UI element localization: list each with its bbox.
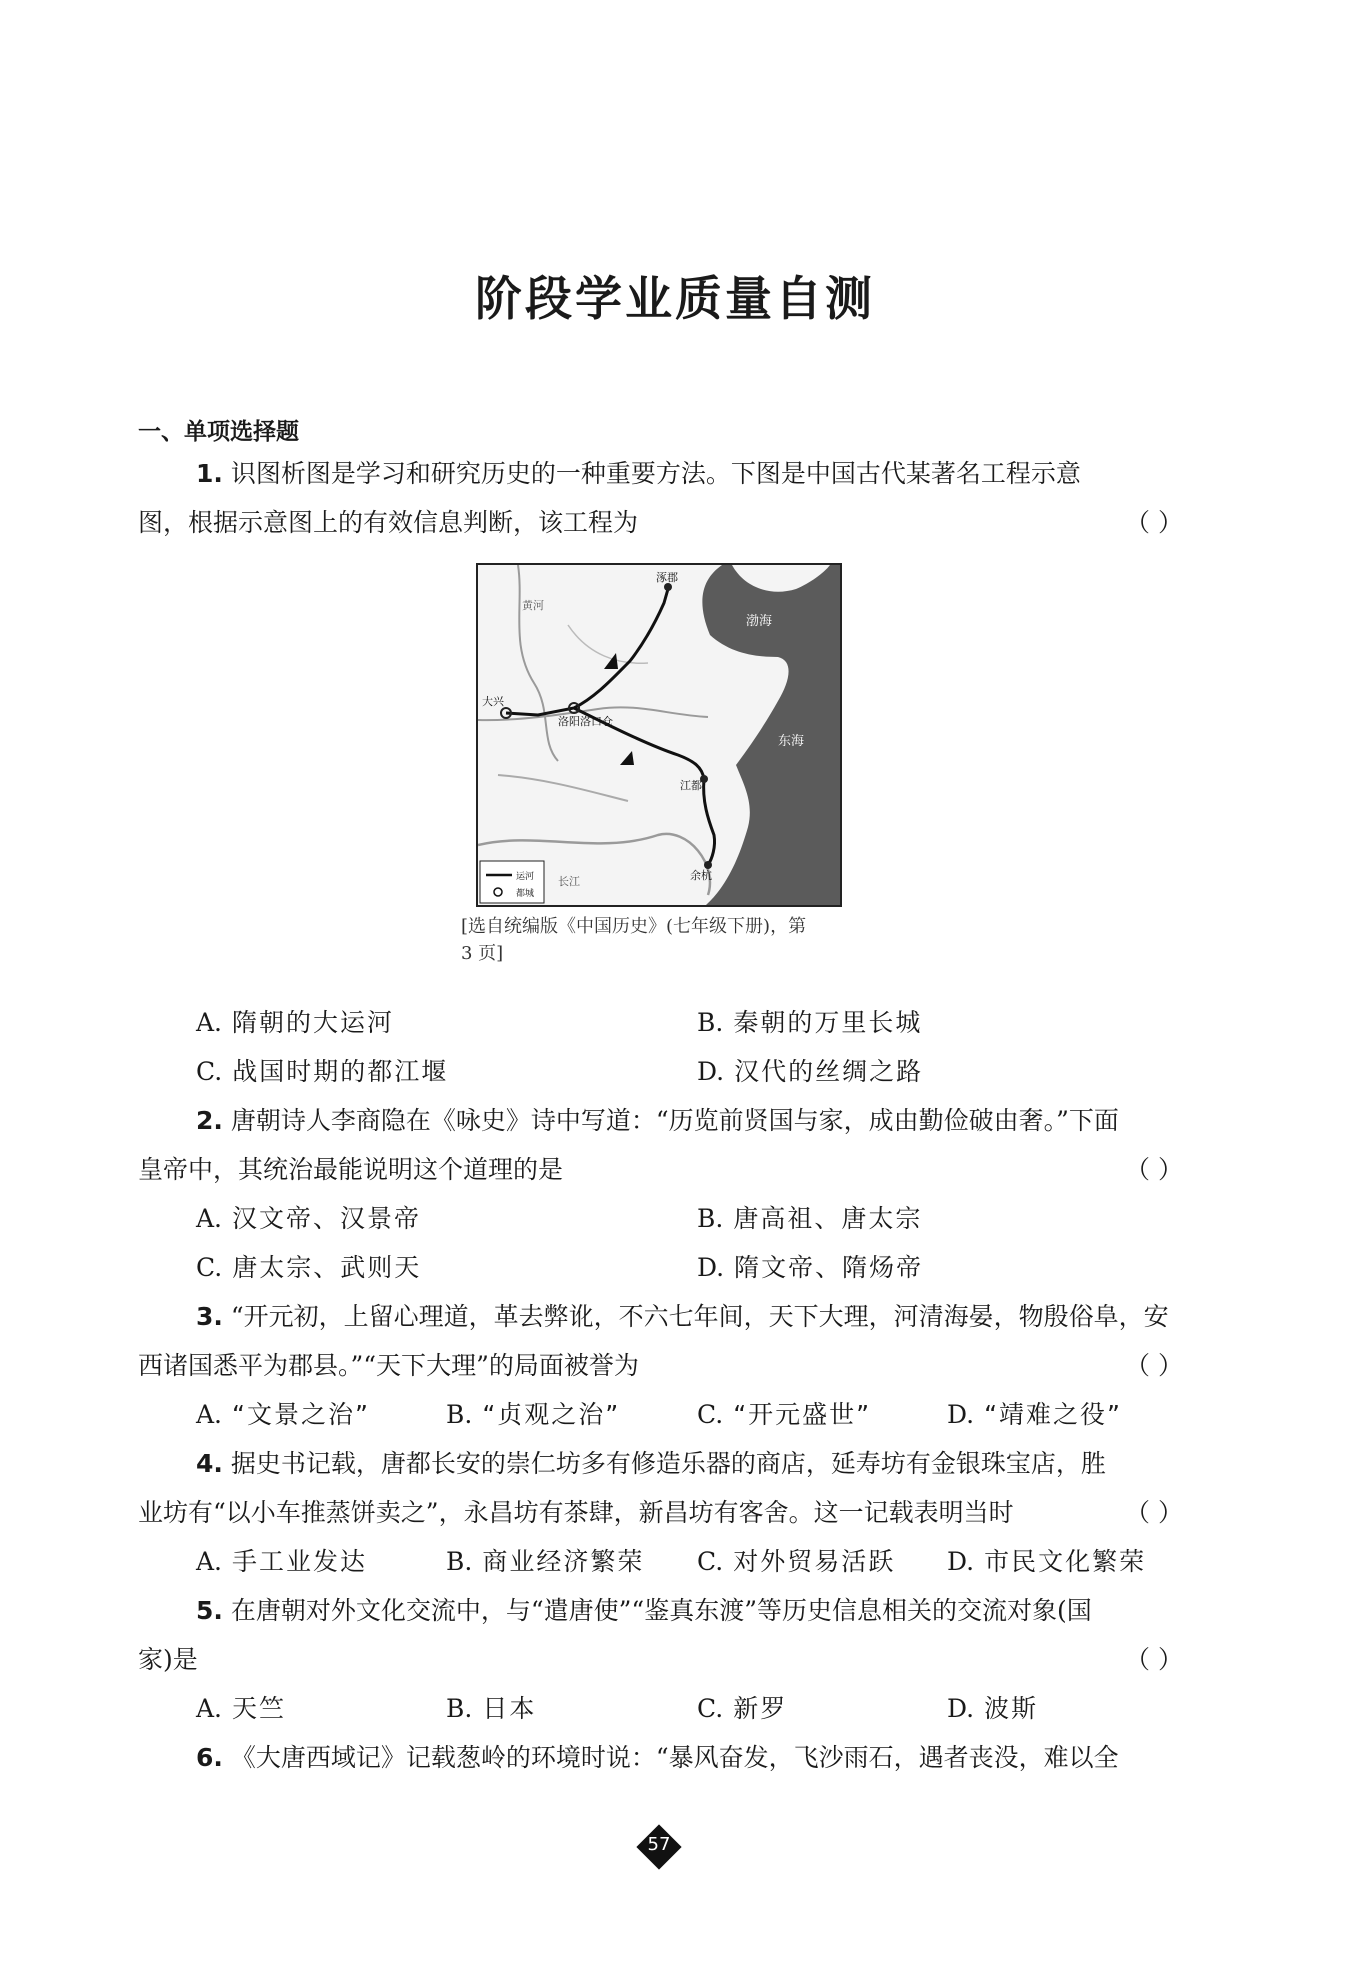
option-c: C. “开元盛世” [697, 1400, 872, 1429]
question-number: 3. [196, 1302, 223, 1331]
option-d: D. “靖难之役” [947, 1400, 1123, 1429]
huai-river [498, 775, 628, 801]
ship-icon [620, 751, 634, 765]
option-a: A. 汉文帝、汉景帝 [196, 1204, 422, 1233]
answer-paren: （ ） [1125, 1351, 1183, 1380]
answer-paren: （ ） [1125, 1498, 1183, 1527]
question-number: 2. [196, 1106, 223, 1135]
option-b: B. 秦朝的万里长城 [697, 1008, 923, 1037]
caption-line-2: 3 页] [461, 943, 504, 964]
option-b: B. 日本 [446, 1694, 537, 1723]
label-luoyang: 洛阳洛口仓 [558, 715, 613, 728]
minor-river [568, 625, 648, 663]
option-a: A. 天竺 [196, 1694, 287, 1723]
answer-paren: （ ） [1125, 508, 1183, 537]
question-5-line-1: 5. 在唐朝对外文化交流中，与“遣唐使”“鉴真东渡”等历史信息相关的交流对象(国 [196, 1596, 1092, 1625]
question-2-line-2: 皇帝中，其统治最能说明这个道理的是 （ ） [138, 1151, 1183, 1189]
label-jiangdu: 江都 [680, 779, 702, 792]
question-number: 6. [196, 1743, 223, 1772]
question-number: 1. [196, 459, 223, 488]
answer-paren: （ ） [1125, 1645, 1183, 1674]
option-c: C. 对外贸易活跃 [697, 1547, 896, 1576]
legend-capital-label: 都城 [516, 889, 535, 899]
caption-line-1: [选自统编版《中国历史》(七年级下册)，第 [461, 916, 807, 937]
label-changjiang: 长江 [558, 875, 580, 888]
label-zhuojun: 涿郡 [656, 571, 678, 584]
page-title: 阶段学业质量自测 [475, 272, 875, 327]
option-c: C. 新罗 [697, 1694, 788, 1723]
option-d: D. 市民文化繁荣 [947, 1547, 1147, 1576]
option-c: C. 唐太宗、武则天 [196, 1253, 422, 1282]
city-marker [664, 583, 672, 591]
option-c: C. 战国时期的都江堰 [196, 1057, 449, 1086]
question-4-line-1: 4. 据史书记载，唐都长安的崇仁坊多有修造乐器的商店，延寿坊有金银珠宝店，胜 [196, 1449, 1106, 1478]
option-b: B. 商业经济繁荣 [446, 1547, 645, 1576]
option-b: B. 唐高祖、唐太宗 [697, 1204, 923, 1233]
map-legend [480, 861, 544, 903]
question-1-line-2: 图，根据示意图上的有效信息判断，该工程为 （ ） [138, 504, 1183, 542]
question-1-line-1: 1. 识图析图是学习和研究历史的一种重要方法。下图是中国古代某著名工程示意 [196, 459, 1081, 488]
question-4-line-2: 业坊有“以小车推蒸饼卖之”，永昌坊有茶肆，新昌坊有客舍。这一记载表明当时 （ ） [138, 1494, 1183, 1532]
city-marker [704, 861, 712, 869]
question-number: 5. [196, 1596, 223, 1625]
jiangnan-canal [704, 779, 715, 865]
question-3-line-2: 西诸国悉平为郡县。”“天下大理”的局面被誉为 （ ） [138, 1347, 1183, 1385]
legend-canal-label: 运河 [516, 872, 535, 882]
label-bohai: 渤海 [746, 614, 773, 629]
label-donghai: 东海 [778, 734, 805, 749]
grand-canal-map [476, 563, 842, 907]
question-number: 4. [196, 1449, 223, 1478]
question-6-line-1: 6. 《大唐西域记》记载葱岭的环境时说：“暴风奋发，飞沙雨石，遇者丧没，难以全 [196, 1743, 1119, 1772]
section-heading: 一、单项选择题 [138, 419, 299, 445]
yellow-river-upper [518, 565, 558, 761]
page-number [636, 1824, 682, 1870]
option-d: D. 汉代的丝绸之路 [697, 1057, 924, 1086]
question-5-line-2: 家)是 （ ） [138, 1641, 1183, 1679]
map-caption [461, 913, 881, 967]
ship-icon [604, 653, 618, 669]
map-drawing [478, 565, 840, 905]
option-a: A. 隋朝的大运河 [196, 1008, 395, 1037]
option-a: A. 手工业发达 [196, 1547, 368, 1576]
option-d: D. 隋文帝、隋炀帝 [697, 1253, 924, 1282]
label-daxing: 大兴 [482, 695, 504, 708]
option-b: B. “贞观之治” [446, 1400, 621, 1429]
label-yuhang: 余杭 [690, 869, 712, 882]
option-d: D. 波斯 [947, 1694, 1039, 1723]
option-a: A. “文景之治” [196, 1400, 370, 1429]
page-number-text: 57 [647, 1834, 671, 1855]
answer-paren: （ ） [1125, 1155, 1183, 1184]
question-3-line-1: 3. “开元初，上留心理道，革去弊讹，不六七年间，天下大理，河清海晏，物殷俗阜，安 [196, 1302, 1169, 1331]
label-huanghe: 黄河 [522, 599, 544, 612]
question-2-line-1: 2. 唐朝诗人李商隐在《咏史》诗中写道：“历览前贤国与家，成由勤俭破由奢。”下面 [196, 1106, 1119, 1135]
